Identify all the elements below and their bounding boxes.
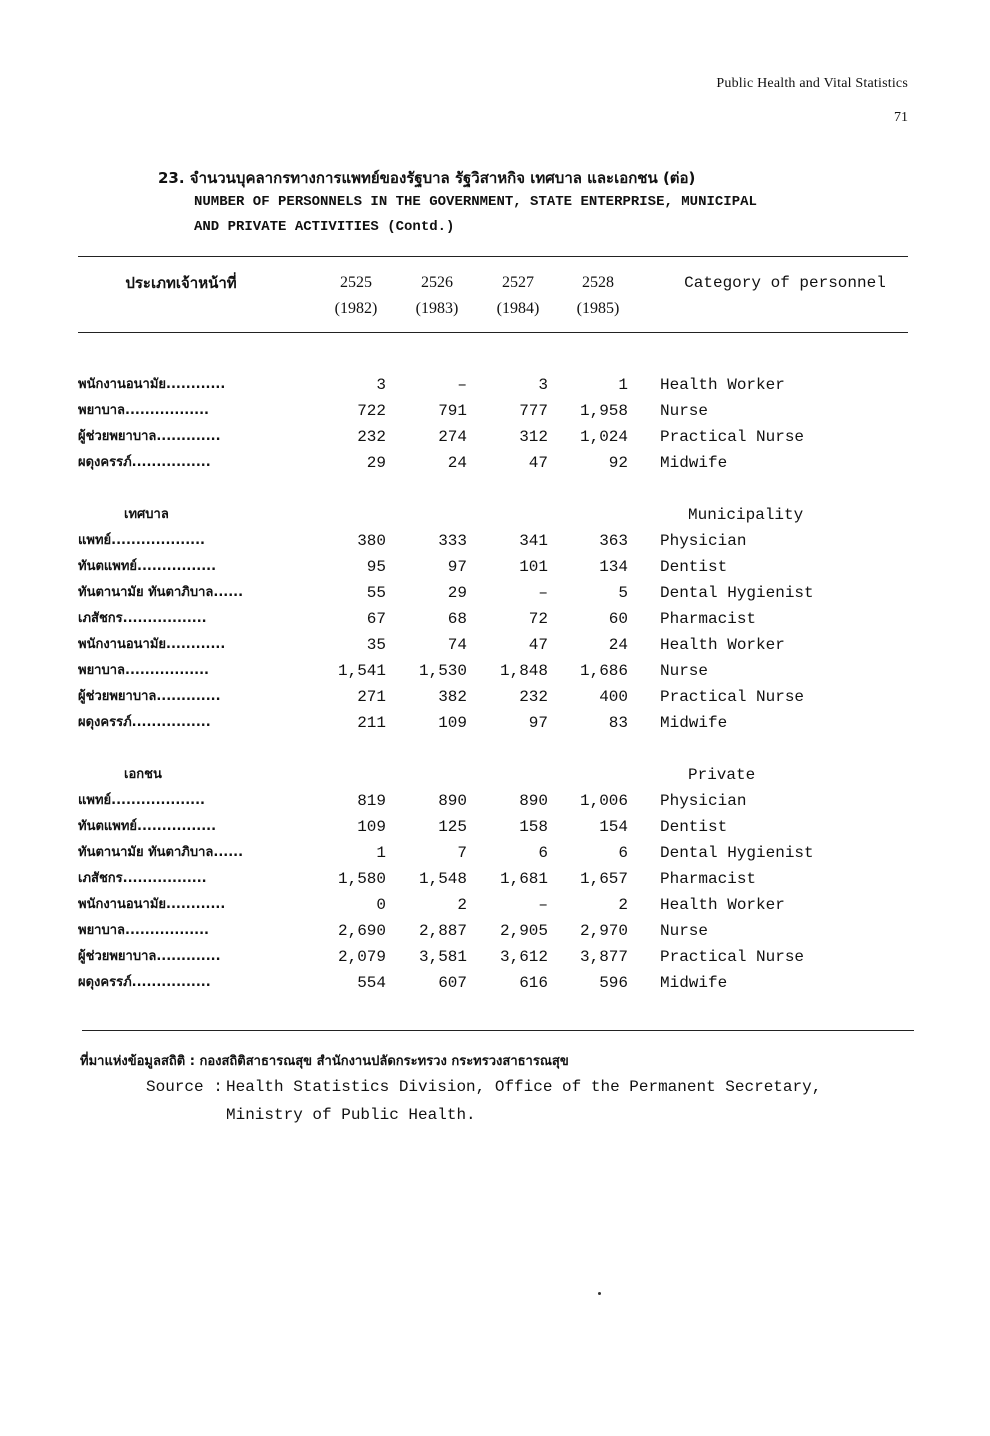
cell-value: 74 bbox=[447, 636, 467, 654]
row-label-thai: ทันตานามัย ทันตาภิบาล...... bbox=[78, 845, 244, 860]
top-rule bbox=[78, 256, 908, 257]
row-label-en: Pharmacist bbox=[660, 870, 757, 888]
cell-value: 1,541 bbox=[337, 662, 386, 680]
table-row bbox=[0, 970, 990, 996]
section-heading-thai: เทศบาล bbox=[124, 507, 169, 522]
row-label-thai: พนักงานอนามัย............ bbox=[78, 637, 226, 652]
table-row bbox=[0, 658, 990, 684]
row-label-en: Midwife bbox=[660, 454, 728, 472]
cell-value: 271 bbox=[357, 688, 386, 706]
row-label-thai: เภสัชกร................. bbox=[78, 611, 207, 626]
cell-value: 312 bbox=[519, 428, 548, 446]
cell-value: 400 bbox=[599, 688, 628, 706]
row-label-en: Practical Nurse bbox=[660, 688, 805, 706]
cell-value: 232 bbox=[357, 428, 386, 446]
cell-value: 1,024 bbox=[579, 428, 628, 446]
page-number: 71 bbox=[894, 110, 908, 125]
section-heading-en: Private bbox=[688, 766, 756, 784]
header-rule bbox=[78, 332, 908, 333]
cell-value: 2,079 bbox=[337, 948, 386, 966]
section-heading bbox=[0, 502, 990, 528]
cell-value: 3 bbox=[538, 376, 548, 394]
table-row bbox=[0, 814, 990, 840]
cell-value: 6 bbox=[618, 844, 628, 862]
cell-value: 72 bbox=[528, 610, 548, 628]
cell-value: 24 bbox=[608, 636, 628, 654]
table-row bbox=[0, 450, 990, 476]
row-label-en: Nurse bbox=[660, 402, 709, 420]
cell-value: 83 bbox=[608, 714, 628, 732]
cell-value: 607 bbox=[438, 974, 467, 992]
cell-value: 55 bbox=[366, 584, 386, 602]
table-row bbox=[0, 424, 990, 450]
cell-value: 47 bbox=[528, 636, 548, 654]
table-title bbox=[158, 166, 918, 240]
table-row bbox=[0, 372, 990, 398]
cell-value: 232 bbox=[519, 688, 548, 706]
table-row bbox=[0, 528, 990, 554]
section-heading-thai: เอกชน bbox=[124, 767, 162, 782]
bottom-rule bbox=[82, 1030, 914, 1031]
table-row bbox=[0, 554, 990, 580]
cell-value: 3,612 bbox=[499, 948, 548, 966]
row-label-thai: ผดุงครรภ์................ bbox=[78, 975, 211, 990]
cell-value: 109 bbox=[357, 818, 386, 836]
cell-value: 24 bbox=[447, 454, 467, 472]
row-label-thai: พยาบาล................. bbox=[78, 403, 209, 418]
cell-value: 1,006 bbox=[579, 792, 628, 810]
row-label-thai: พยาบาล................. bbox=[78, 923, 209, 938]
column-header-category: Category of personnel bbox=[684, 274, 886, 292]
row-label-en: Practical Nurse bbox=[660, 428, 805, 446]
table-row bbox=[0, 684, 990, 710]
cell-value: 7 bbox=[457, 844, 467, 862]
row-label-thai: พนักงานอนามัย............ bbox=[78, 377, 226, 392]
cell-value: 1,848 bbox=[499, 662, 548, 680]
cell-value: – bbox=[457, 376, 467, 394]
row-label-thai: พนักงานอนามัย............ bbox=[78, 897, 226, 912]
row-label-en: Nurse bbox=[660, 662, 709, 680]
row-label-en: Dental Hygienist bbox=[660, 844, 814, 862]
cell-value: 333 bbox=[438, 532, 467, 550]
row-label-thai: ผดุงครรภ์................ bbox=[78, 455, 211, 470]
cell-value: 1 bbox=[618, 376, 628, 394]
cell-value: 2,970 bbox=[579, 922, 628, 940]
source-label: Source : bbox=[146, 1078, 223, 1096]
column-header-year: 2525 (1982) bbox=[334, 274, 378, 317]
row-label-thai: แพทย์................... bbox=[78, 793, 205, 808]
row-label-en: Pharmacist bbox=[660, 610, 757, 628]
row-label-thai: ผู้ช่วยพยาบาล............. bbox=[78, 429, 221, 444]
table-title-en-line2: AND PRIVATE ACTIVITIES (Contd.) bbox=[194, 219, 455, 235]
cell-value: 109 bbox=[438, 714, 467, 732]
cell-value: 67 bbox=[366, 610, 386, 628]
cell-value: 3,581 bbox=[418, 948, 467, 966]
table-row bbox=[0, 710, 990, 736]
column-header-thai: ประเภทเจ้าหน้าที่ bbox=[125, 274, 237, 292]
column-header-year: 2526 (1983) bbox=[415, 274, 459, 317]
column-header-year: 2528 (1985) bbox=[576, 274, 620, 317]
cell-value: 29 bbox=[366, 454, 386, 472]
row-label-en: Nurse bbox=[660, 922, 709, 940]
cell-value: 92 bbox=[608, 454, 628, 472]
cell-value: 3 bbox=[376, 376, 386, 394]
row-label-thai: ทันตานามัย ทันตาภิบาล...... bbox=[78, 585, 244, 600]
source-thai: ที่มาแห่งข้อมูลสถิติ : กองสถิติสาธารณสุข สำนักงานปลัดกระทรวง กระทรวงสาธารณสุข bbox=[80, 1054, 569, 1069]
table-row bbox=[0, 580, 990, 606]
cell-value: 596 bbox=[599, 974, 628, 992]
cell-value: 35 bbox=[366, 636, 386, 654]
table-row bbox=[0, 788, 990, 814]
cell-value: 2,887 bbox=[418, 922, 467, 940]
section-heading bbox=[0, 762, 990, 788]
row-label-en: Health Worker bbox=[660, 896, 785, 914]
table-row bbox=[0, 606, 990, 632]
row-label-thai: ผู้ช่วยพยาบาล............. bbox=[78, 689, 221, 704]
table-title-en-line1: NUMBER OF PERSONNELS IN THE GOVERNMENT, STATE ENTERPRISE, MUNICIPAL bbox=[194, 194, 757, 210]
row-label-thai: ผดุงครรภ์................ bbox=[78, 715, 211, 730]
row-label-en: Midwife bbox=[660, 714, 728, 732]
cell-value: 363 bbox=[599, 532, 628, 550]
section-heading-en: Municipality bbox=[688, 506, 804, 524]
cell-value: 125 bbox=[438, 818, 467, 836]
row-label-en: Dental Hygienist bbox=[660, 584, 814, 602]
cell-value: 2 bbox=[618, 896, 628, 914]
cell-value: 722 bbox=[357, 402, 386, 420]
cell-value: 134 bbox=[599, 558, 628, 576]
cell-value: 1,681 bbox=[499, 870, 548, 888]
cell-value: 791 bbox=[438, 402, 467, 420]
table-row bbox=[0, 866, 990, 892]
cell-value: 554 bbox=[357, 974, 386, 992]
table-row bbox=[0, 892, 990, 918]
cell-value: 274 bbox=[438, 428, 467, 446]
table-row bbox=[0, 944, 990, 970]
row-label-en: Physician bbox=[660, 532, 747, 550]
column-header-year: 2527 (1984) bbox=[496, 274, 540, 317]
row-label-en: Midwife bbox=[660, 974, 728, 992]
cell-value: 890 bbox=[438, 792, 467, 810]
cell-value: 2,690 bbox=[337, 922, 386, 940]
cell-value: 158 bbox=[519, 818, 548, 836]
cell-value: 1,548 bbox=[418, 870, 467, 888]
cell-value: 2,905 bbox=[499, 922, 548, 940]
table-row bbox=[0, 632, 990, 658]
cell-value: 5 bbox=[618, 584, 628, 602]
running-head: Public Health and Vital Statistics bbox=[716, 76, 908, 91]
cell-value: 6 bbox=[538, 844, 548, 862]
cell-value: 1,530 bbox=[418, 662, 467, 680]
cell-value: 68 bbox=[447, 610, 467, 628]
cell-value: 0 bbox=[376, 896, 386, 914]
cell-value: 380 bbox=[357, 532, 386, 550]
table-row bbox=[0, 918, 990, 944]
row-label-en: Dentist bbox=[660, 818, 728, 836]
row-label-en: Practical Nurse bbox=[660, 948, 805, 966]
row-label-thai: ทันตแพทย์................ bbox=[78, 559, 217, 574]
cell-value: 890 bbox=[519, 792, 548, 810]
source-text-line2: Ministry of Public Health. bbox=[226, 1106, 476, 1124]
cell-value: 777 bbox=[519, 402, 548, 420]
cell-value: 97 bbox=[447, 558, 467, 576]
cell-value: 1,580 bbox=[337, 870, 386, 888]
row-label-en: Dentist bbox=[660, 558, 728, 576]
source-text-line1: Health Statistics Division, Office of the Permanent Secretary, bbox=[226, 1078, 822, 1096]
row-label-en: Physician bbox=[660, 792, 747, 810]
row-label-thai: ทันตแพทย์................ bbox=[78, 819, 217, 834]
cell-value: 1,657 bbox=[579, 870, 628, 888]
table-row bbox=[0, 398, 990, 424]
row-label-thai: แพทย์................... bbox=[78, 533, 205, 548]
cell-value: 1,686 bbox=[579, 662, 628, 680]
cell-value: 616 bbox=[519, 974, 548, 992]
cell-value: 341 bbox=[519, 532, 548, 550]
row-label-thai: ผู้ช่วยพยาบาล............. bbox=[78, 949, 221, 964]
cell-value: 60 bbox=[608, 610, 628, 628]
cell-value: 101 bbox=[519, 558, 548, 576]
cell-value: 154 bbox=[599, 818, 628, 836]
cell-value: 47 bbox=[528, 454, 548, 472]
row-label-thai: เภสัชกร................. bbox=[78, 871, 207, 886]
stray-mark bbox=[598, 1292, 601, 1295]
cell-value: 382 bbox=[438, 688, 467, 706]
cell-value: – bbox=[538, 896, 548, 914]
cell-value: 29 bbox=[447, 584, 467, 602]
row-label-en: Health Worker bbox=[660, 376, 785, 394]
cell-value: 1,958 bbox=[579, 402, 628, 420]
table-title-thai: 23. จำนวนบุคลากรทางการแพทย์ของรัฐบาล รัฐวิสาหกิจ เทศบาล และเอกชน (ต่อ) bbox=[158, 169, 696, 187]
row-label-thai: พยาบาล................. bbox=[78, 663, 209, 678]
table-row bbox=[0, 840, 990, 866]
cell-value: 2 bbox=[457, 896, 467, 914]
cell-value: 1 bbox=[376, 844, 386, 862]
row-label-en: Health Worker bbox=[660, 636, 785, 654]
cell-value: 97 bbox=[528, 714, 548, 732]
cell-value: 819 bbox=[357, 792, 386, 810]
cell-value: 211 bbox=[357, 714, 386, 732]
cell-value: 3,877 bbox=[579, 948, 628, 966]
cell-value: – bbox=[538, 584, 548, 602]
cell-value: 95 bbox=[366, 558, 386, 576]
